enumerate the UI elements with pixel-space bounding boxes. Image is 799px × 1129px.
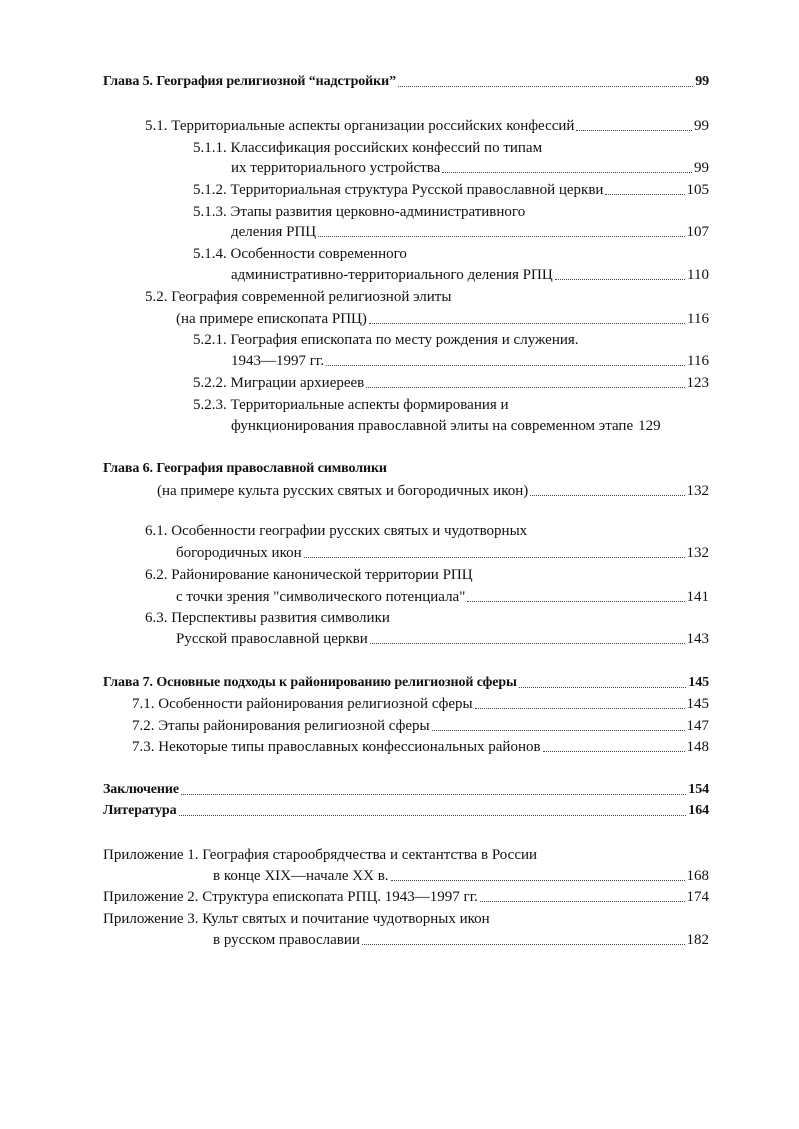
- toc-page-number: 132: [686, 545, 709, 561]
- toc-entry-title: 7.2. Этапы районирования религиозной сферы: [132, 718, 430, 734]
- toc-page-number: 182: [686, 932, 709, 948]
- leader-dots: [432, 716, 685, 731]
- toc-section-6-3-line1[interactable]: 6.3. Перспективы развития символики: [145, 610, 390, 626]
- toc-appendix-2[interactable]: [103, 887, 709, 907]
- toc-section-5-2-2[interactable]: [193, 373, 709, 393]
- toc-entry-title: в русском православии: [213, 932, 360, 948]
- toc-appendix-3-line1[interactable]: Приложение 3. Культ святых и почитание чудотворных икон: [103, 911, 490, 927]
- toc-section-7-3[interactable]: [132, 737, 709, 757]
- toc-entry-title: Приложение 2. Структура епископата РПЦ. 1943—1997 гг.: [103, 889, 478, 905]
- toc-section-7-1[interactable]: [132, 694, 709, 714]
- toc-page-number: 116: [687, 353, 709, 369]
- toc-page-number: 143: [686, 631, 709, 647]
- leader-dots: [181, 780, 686, 795]
- toc-section-5-1-3-line1[interactable]: 5.1.3. Этапы развития церковно-административного: [193, 204, 526, 220]
- toc-page-number: 164: [688, 803, 709, 818]
- toc-section-5-1-2[interactable]: [193, 180, 709, 200]
- toc-entry-title: 7.1. Особенности районирования религиозной сферы: [132, 696, 473, 712]
- leader-dots: [442, 158, 692, 173]
- toc-section-5-2-1-line1[interactable]: 5.2.1. География епископата по месту рождения и служения.: [193, 332, 579, 348]
- toc-section-5-1-4-line1[interactable]: 5.1.4. Особенности современного: [193, 246, 407, 262]
- toc-entry-title: Литература: [103, 803, 177, 818]
- leader-dots: [530, 481, 684, 496]
- toc-page-number: 154: [688, 782, 709, 797]
- toc-page-number: 99: [694, 160, 709, 176]
- toc-section-6-2[interactable]: [176, 587, 709, 607]
- toc-section-5-2-1[interactable]: [231, 351, 709, 371]
- toc-entry-title: деления РПЦ: [231, 224, 317, 240]
- toc-page-number: 147: [686, 718, 709, 734]
- toc-section-5-1-1[interactable]: [231, 158, 709, 178]
- toc-chapter-6[interactable]: [157, 481, 709, 501]
- toc-entry-title: Глава 5. География религиозной “надстройки”: [103, 74, 396, 89]
- toc-entry-title: (на примере епископата РПЦ): [176, 311, 367, 327]
- toc-page-number: 110: [687, 267, 709, 283]
- toc-page-number: 141: [686, 589, 709, 605]
- toc-entry-title: с точки зрения "символического потенциала": [176, 589, 466, 605]
- toc-page-number: 116: [687, 311, 709, 327]
- leader-dots: [370, 629, 685, 644]
- toc-conclusion[interactable]: [103, 780, 709, 800]
- toc-entry-title: 1943—1997 гг.: [231, 353, 325, 369]
- leader-dots: [366, 373, 684, 388]
- toc-entry-title: 5.1.2. Территориальная структура Русской православной церкви: [193, 182, 604, 198]
- toc-section-5-2-3-line1[interactable]: 5.2.3. Территориальные аспекты формирования и: [193, 397, 509, 413]
- leader-dots: [543, 737, 685, 752]
- toc-page-number: 123: [686, 375, 709, 391]
- toc-section-5-1[interactable]: [145, 116, 709, 136]
- toc-entry-title: богородичных икон: [176, 545, 302, 561]
- leader-dots: [467, 587, 684, 602]
- toc-entry-title: Заключение: [103, 782, 179, 797]
- leader-dots: [304, 543, 685, 558]
- toc-section-6-3[interactable]: [176, 629, 709, 649]
- toc-entry-title: их территориального устройства: [231, 160, 441, 176]
- toc-page-number: 99: [695, 74, 709, 89]
- leader-dots: [326, 351, 685, 366]
- toc-page-number: 145: [688, 675, 709, 690]
- toc-page-number: 145: [686, 696, 709, 712]
- leader-dots: [398, 72, 693, 87]
- toc-entry-title: Глава 7. Основные подходы к районированию религиозной сферы: [103, 675, 517, 690]
- toc-page-number: 99: [694, 118, 709, 134]
- toc-appendix-3[interactable]: [213, 930, 709, 950]
- toc-page-number: 168: [686, 868, 709, 884]
- toc-section-5-1-3[interactable]: [231, 222, 709, 242]
- toc-section-5-1-1-line1[interactable]: 5.1.1. Классификация российских конфессий по типам: [193, 140, 543, 156]
- toc-chapter-6-line1[interactable]: Глава 6. География православной символики: [103, 461, 387, 476]
- leader-dots: [555, 265, 685, 280]
- toc-section-5-2[interactable]: [176, 309, 709, 329]
- toc-entry-title: (на примере культа русских святых и богородичных икон): [157, 483, 529, 499]
- leader-dots: [475, 694, 685, 709]
- toc-page-number: 132: [686, 483, 709, 499]
- leader-dots: [318, 222, 684, 237]
- toc-section-6-1[interactable]: [176, 543, 709, 563]
- leader-dots: [391, 866, 685, 881]
- toc-entry-title: 5.2.2. Миграции архиереев: [193, 375, 365, 391]
- toc-appendix-1[interactable]: [213, 866, 709, 886]
- leader-dots: [179, 801, 687, 816]
- toc-page-number: 129: [638, 418, 661, 434]
- toc-section-7-2[interactable]: [132, 716, 709, 736]
- leader-dots: [369, 309, 685, 324]
- toc-section-5-2-line1[interactable]: 5.2. География современной религиозной элиты: [145, 289, 452, 305]
- leader-dots: [519, 673, 686, 688]
- toc-page-number: 174: [686, 889, 709, 905]
- toc-section-6-2-line1[interactable]: 6.2. Районирование канонической территории РПЦ: [145, 567, 473, 583]
- toc-page-number: 107: [686, 224, 709, 240]
- toc-chapter-5[interactable]: [103, 72, 709, 92]
- toc-chapter-7[interactable]: [103, 673, 709, 693]
- toc-page-number: 148: [686, 739, 709, 755]
- toc-entry-title: в конце XIX—начале XX в.: [213, 868, 389, 884]
- leader-dots: [480, 887, 685, 902]
- toc-entry-title: Русской православной церкви: [176, 631, 368, 647]
- toc-appendix-1-line1[interactable]: Приложение 1. География старообрядчества и сектантства в России: [103, 847, 538, 863]
- toc-page-number: 105: [686, 182, 709, 198]
- toc-entry-title: 7.3. Некоторые типы православных конфессиональных районов: [132, 739, 541, 755]
- toc-entry-title: административно-территориального деления РПЦ: [231, 267, 553, 283]
- toc-literature[interactable]: [103, 801, 709, 821]
- leader-dots: [605, 180, 684, 195]
- leader-dots: [362, 930, 685, 945]
- toc-section-6-1-line1[interactable]: 6.1. Особенности географии русских святых и чудотворных: [145, 523, 528, 539]
- toc-entry-title: 5.1. Территориальные аспекты организации российских конфессий: [145, 118, 575, 134]
- toc-section-5-2-3[interactable]: [231, 416, 709, 436]
- toc-section-5-1-4[interactable]: [231, 265, 709, 285]
- leader-dots: [576, 116, 692, 131]
- toc-entry-title: функционирования православной элиты на современном этапе: [231, 418, 634, 434]
